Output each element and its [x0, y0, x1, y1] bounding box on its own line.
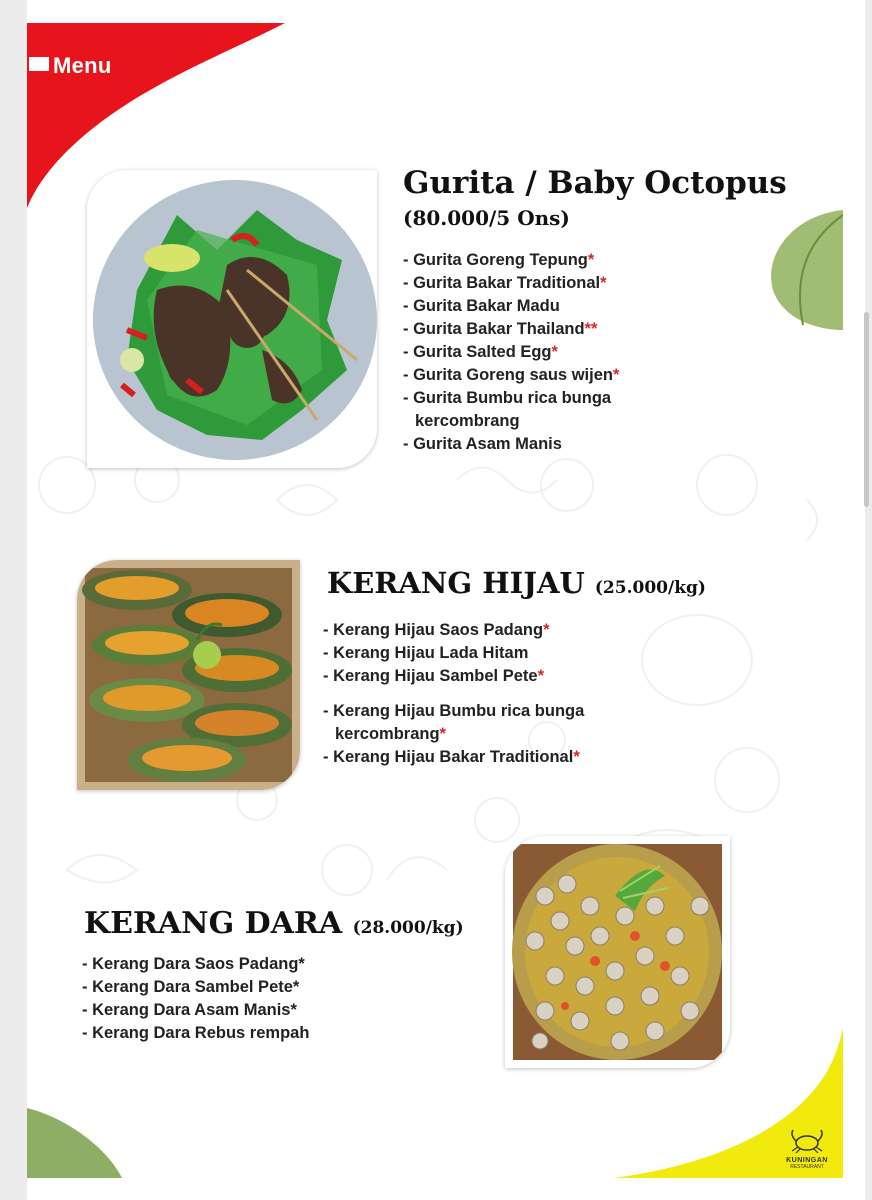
list-item: - Kerang Hijau Saos Padang*: [323, 621, 550, 639]
crab-icon: [787, 1127, 827, 1153]
leaf-decoration-right: [763, 205, 843, 335]
restaurant-logo: [777, 1127, 837, 1170]
list-item: - Kerang Dara Saos Padang*: [82, 955, 305, 973]
list-item: - Gurita Goreng saus wijen*: [403, 366, 620, 384]
list-item: - Gurita Bakar Madu: [403, 297, 560, 315]
list-item: - Gurita Asam Manis: [403, 435, 562, 453]
section-price-gurita: (80.000/5 Ons): [403, 206, 570, 230]
list-item: - Kerang Hijau Sambel Pete*: [323, 667, 544, 685]
section-title-kerang-hijau: KERANG HIJAU (25.000/kg): [327, 566, 706, 600]
section-title-kerang-dara: KERANG DARA (28.000/kg): [84, 906, 464, 941]
list-item: - Gurita Goreng Tepung*: [403, 251, 595, 269]
list-item: - Gurita Bakar Thailand**: [403, 320, 598, 338]
green-mussel-photo: [77, 560, 300, 790]
list-item-continuation: kercombrang: [415, 412, 520, 430]
logo-name: KUNINGAN: [786, 1157, 828, 1164]
menu-header-label: Menu: [29, 53, 112, 79]
list-item: - Kerang Hijau Bumbu rica bunga: [323, 702, 585, 720]
section-price-kerang-dara: (28.000/kg): [352, 918, 464, 938]
kerang-dara-item-list: [82, 953, 309, 1045]
list-item: - Kerang Dara Sambel Pete*: [82, 978, 300, 996]
leaf-decoration-left: [27, 1108, 122, 1178]
list-item: - Kerang Hijau Bakar Traditional*: [323, 748, 580, 766]
section-price-kerang-hijau: (25.000/kg): [594, 578, 706, 598]
section-title-gurita: Gurita / Baby Octopus: [403, 165, 787, 201]
menu-page: [27, 0, 865, 1200]
list-item: - Gurita Salted Egg*: [403, 343, 558, 361]
list-item-continuation: kercombrang*: [335, 725, 446, 743]
list-item: - Kerang Dara Rebus rempah: [82, 1024, 310, 1042]
kerang-hijau-item-list: [323, 619, 584, 769]
list-item: - Kerang Dara Asam Manis*: [82, 1001, 297, 1019]
list-item: - Gurita Bakar Traditional*: [403, 274, 607, 292]
list-item: - Gurita Bumbu rica bunga: [403, 389, 612, 407]
blood-cockle-photo: [505, 836, 730, 1068]
scrollbar-thumb[interactable]: [864, 312, 869, 507]
list-item: - Kerang Hijau Lada Hitam: [323, 644, 529, 662]
gurita-item-list: [403, 249, 619, 456]
logo-sub: RESTAURANT: [790, 1164, 824, 1170]
octopus-photo: [87, 170, 377, 468]
